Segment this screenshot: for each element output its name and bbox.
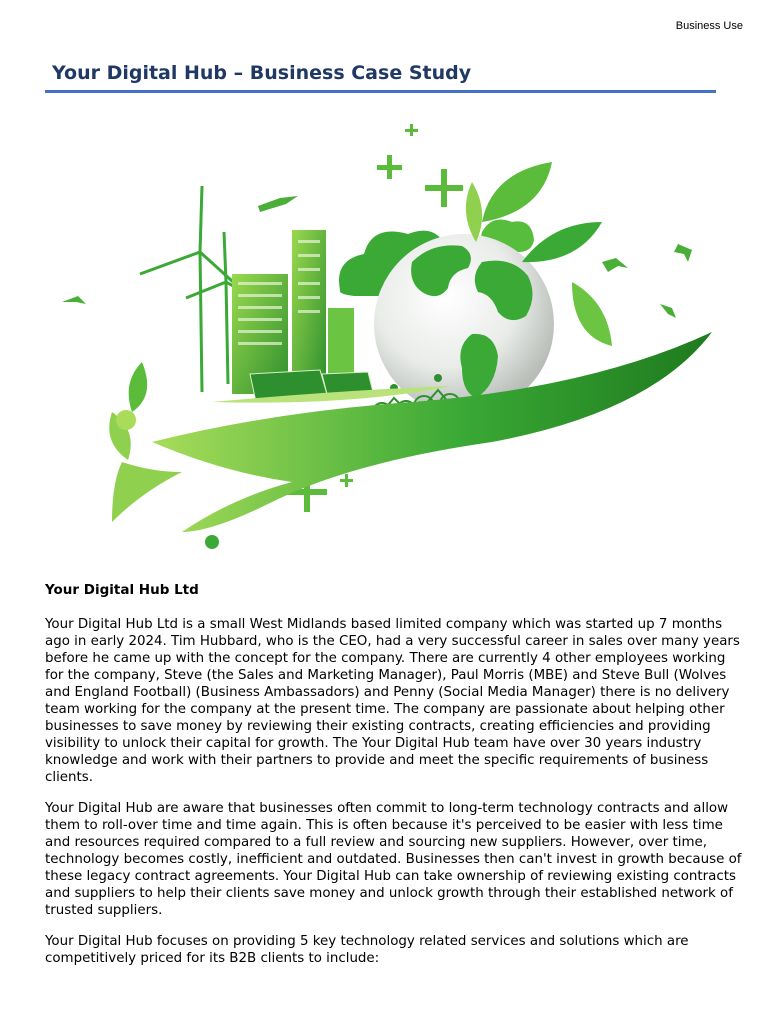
- title-underline: [45, 90, 716, 93]
- green-sustainability-illustration: [52, 112, 716, 564]
- page-title: Your Digital Hub – Business Case Study: [52, 62, 472, 84]
- paragraph-services-intro: Your Digital Hub focuses on providing 5 key technology related services and solutions which are competitively priced for its B2B clients to include:: [45, 934, 689, 966]
- classification-label: Business Use: [675, 20, 743, 32]
- section-heading: Your Digital Hub Ltd: [45, 582, 199, 598]
- paragraph-company-overview: Your Digital Hub Ltd is a small West Midlands based limited company which was started up 7 months ago in early 2024. Tim Hubbard, who is the CEO, had a very successful career in sales over many years before he came up with the concept for the company. There are currently 4 other employees working for the company, Steve (the Sales and Marketing Manager), Paul Morris (MBE) and Steve Bull (Wolves and England Football) (Business Ambassadors) and Penny (Social Media Manager) there is no delivery team working for the company at the present time. The company are passionate about helping other businesses to save money by reviewing their existing contracts, creating efficiencies and providing visibility to unlock their capital for growth. The Your Digital Hub team have over 30 years industry knowledge and work with their partners to provide and meet the specific requirements of business clients.: [45, 617, 740, 785]
- paragraph-contract-review: Your Digital Hub are aware that businesses often commit to long-term technology contracts and allow them to roll-over time and time again. This is often because it's perceived to be easier with less time and resources required compared to a full review and sourcing new suppliers. However, over time, technology becomes costly, inefficient and outdated. Businesses then can't invest in growth because of these legacy contract agreements. Your Digital Hub can take ownership of reviewing existing contracts and suppliers to help their clients save money and unlock growth through their established network of trusted suppliers.: [45, 801, 742, 918]
